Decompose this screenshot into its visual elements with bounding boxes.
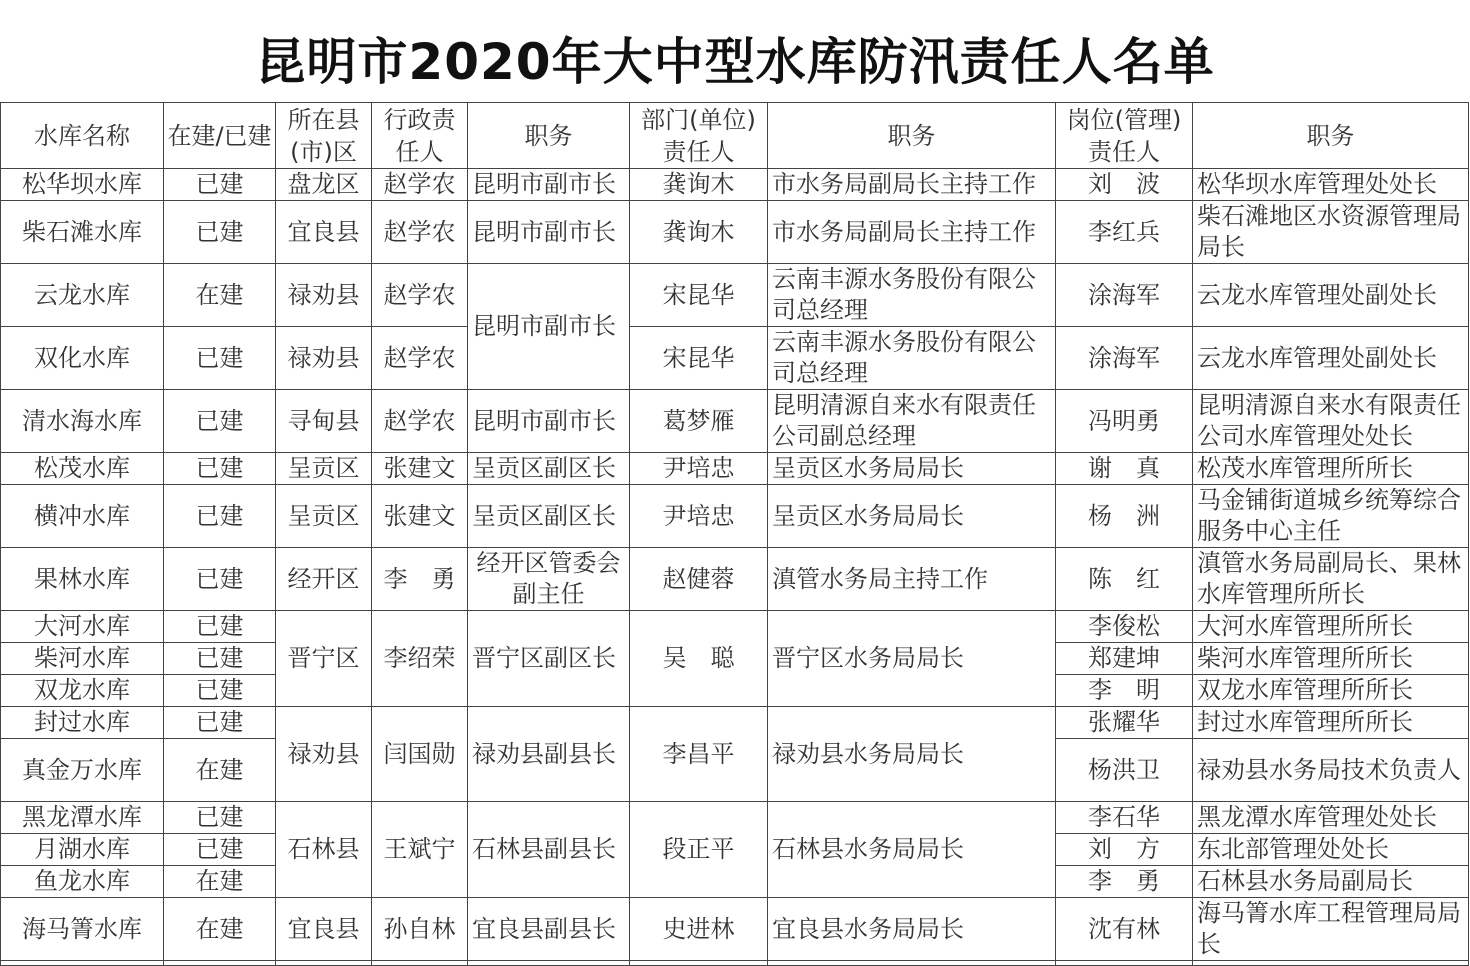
post-person: 李 勇 [1056,866,1193,898]
header-admin-duty: 职务 [468,103,630,169]
build-status: 已建 [164,485,276,548]
reservoir-name: 松茂水库 [1,453,164,485]
county: 寻甸县 [276,390,372,453]
table-row [1,485,1469,548]
dept-person: 龚询木 [630,169,768,201]
reservoir-name: 双化水库 [1,327,164,390]
post-duty: 松茂水库管理所所长 [1193,453,1469,485]
county: 经开区 [276,548,372,611]
header-post-duty: 职务 [1193,103,1469,169]
dept-duty: 宜良县水务局局长 [768,898,1056,961]
build-status: 已建 [164,611,276,643]
reservoir-name: 果林水库 [1,548,164,611]
dept-person: 吴 聪 [630,611,768,707]
build-status: 在建 [164,739,276,802]
reservoir-name: 柴河水库 [1,643,164,675]
table-row-cut [1,961,1469,966]
post-duty: 云龙水库管理处副处长 [1193,327,1469,390]
post-duty: 柴石滩地区水资源管理局局长 [1193,201,1469,264]
table-row [1,169,1469,201]
dept-duty: 云南丰源水务股份有限公司总经理 [768,327,1056,390]
dept-duty: 昆明清源自来水有限责任公司副总经理 [768,390,1056,453]
admin-person: 闫国勋 [372,707,468,802]
build-status: 已建 [164,327,276,390]
dept-person: 段正平 [630,802,768,898]
reservoir-name: 大河水库 [1,611,164,643]
admin-person: 王斌宁 [372,802,468,898]
post-person: 李 明 [1056,675,1193,707]
post-duty: 禄劝县水务局技术负责人 [1193,739,1469,802]
build-status: 已建 [164,643,276,675]
admin-duty: 晋宁区副区长 [468,611,630,707]
dept-person: 宋昆华 [630,264,768,327]
reservoir-name: 松华坝水库 [1,169,164,201]
table-row [1,707,1469,739]
post-duty: 松华坝水库管理处处长 [1193,169,1469,201]
reservoir-name: 横冲水库 [1,485,164,548]
dept-duty: 石林县水务局局长 [768,802,1056,898]
dept-person: 尹培忠 [630,485,768,548]
admin-person: 赵学农 [372,201,468,264]
admin-person: 张建文 [372,453,468,485]
admin-person: 李 勇 [372,548,468,611]
table-row [1,201,1469,264]
table-row [1,264,1469,327]
post-person: 涂海军 [1056,327,1193,390]
admin-duty: 昆明市副市长 [468,264,630,390]
header-status: 在建/已建 [164,103,276,169]
table-row [1,390,1469,453]
build-status: 在建 [164,264,276,327]
table-row [1,548,1469,611]
post-person: 李红兵 [1056,201,1193,264]
table-row [1,611,1469,643]
admin-duty: 昆明市副市长 [468,390,630,453]
reservoir-name: 月湖水库 [1,834,164,866]
build-status: 在建 [164,866,276,898]
admin-duty: 石林县副县长 [468,802,630,898]
table-row [1,327,1469,390]
build-status: 已建 [164,169,276,201]
reservoir-name: 黑龙潭水库 [1,802,164,834]
dept-duty: 市水务局副局长主持工作 [768,169,1056,201]
dept-duty: 市水务局副局长主持工作 [768,201,1056,264]
admin-person: 赵学农 [372,169,468,201]
dept-person: 赵健蓉 [630,548,768,611]
build-status: 在建 [164,898,276,961]
admin-person: 李绍荣 [372,611,468,707]
admin-duty: 昆明市副市长 [468,201,630,264]
reservoir-name: 鱼龙水库 [1,866,164,898]
dept-duty: 呈贡区水务局局长 [768,485,1056,548]
post-duty: 云龙水库管理处副处长 [1193,264,1469,327]
post-duty: 柴河水库管理所所长 [1193,643,1469,675]
admin-person: 赵学农 [372,264,468,327]
county: 石林县 [276,802,372,898]
dept-person: 尹培忠 [630,453,768,485]
header-row [1,103,1469,169]
build-status: 已建 [164,390,276,453]
county: 盘龙区 [276,169,372,201]
build-status: 已建 [164,548,276,611]
post-duty: 大河水库管理所所长 [1193,611,1469,643]
header-dept-duty: 职务 [768,103,1056,169]
page-title: 昆明市2020年大中型水库防汛责任人名单 [255,33,1215,91]
table-row [1,453,1469,485]
admin-duty: 经开区管委会副主任 [468,548,630,611]
post-duty: 昆明清源自来水有限责任公司水库管理处处长 [1193,390,1469,453]
post-duty: 东北部管理处处长 [1193,834,1469,866]
dept-duty: 云南丰源水务股份有限公司总经理 [768,264,1056,327]
dept-person: 李昌平 [630,707,768,802]
post-person: 杨 洲 [1056,485,1193,548]
admin-person: 赵学农 [372,390,468,453]
county: 晋宁区 [276,611,372,707]
county: 宜良县 [276,898,372,961]
post-person: 李石华 [1056,802,1193,834]
header-reservoir: 水库名称 [1,103,164,169]
build-status: 已建 [164,802,276,834]
dept-duty: 滇管水务局主持工作 [768,548,1056,611]
admin-person: 张建文 [372,485,468,548]
admin-duty: 昆明市副市长 [468,169,630,201]
build-status: 已建 [164,707,276,739]
table-row [1,898,1469,961]
reservoir-name: 双龙水库 [1,675,164,707]
header-admin-person: 行政责任人 [372,103,468,169]
post-person: 谢 真 [1056,453,1193,485]
county: 呈贡区 [276,485,372,548]
post-duty: 封过水库管理所所长 [1193,707,1469,739]
responsibility-table [0,102,1469,966]
header-post-person: 岗位(管理)责任人 [1056,103,1193,169]
dept-duty: 禄劝县水务局局长 [768,707,1056,802]
build-status: 已建 [164,201,276,264]
post-duty: 双龙水库管理所所长 [1193,675,1469,707]
reservoir-name: 真金万水库 [1,739,164,802]
post-person: 张耀华 [1056,707,1193,739]
reservoir-name: 清水海水库 [1,390,164,453]
admin-duty: 呈贡区副区长 [468,485,630,548]
reservoir-name: 云龙水库 [1,264,164,327]
build-status: 已建 [164,834,276,866]
post-person: 陈 红 [1056,548,1193,611]
post-person: 涂海军 [1056,264,1193,327]
post-duty: 马金铺街道城乡统筹综合服务中心主任 [1193,485,1469,548]
county: 禄劝县 [276,264,372,327]
post-duty: 石林县水务局副局长 [1193,866,1469,898]
reservoir-name: 海马箐水库 [1,898,164,961]
build-status: 已建 [164,675,276,707]
dept-person: 葛梦雁 [630,390,768,453]
admin-person: 赵学农 [372,327,468,390]
post-person: 刘 方 [1056,834,1193,866]
build-status: 已建 [164,453,276,485]
admin-duty: 宜良县副县长 [468,898,630,961]
post-person: 郑建坤 [1056,643,1193,675]
admin-duty: 禄劝县副县长 [468,707,630,802]
post-person: 李俊松 [1056,611,1193,643]
post-duty: 黑龙潭水库管理处处长 [1193,802,1469,834]
county: 呈贡区 [276,453,372,485]
reservoir-name: 柴石滩水库 [1,201,164,264]
county: 禄劝县 [276,327,372,390]
dept-person: 史进林 [630,898,768,961]
dept-duty: 晋宁区水务局局长 [768,611,1056,707]
dept-duty: 呈贡区水务局局长 [768,453,1056,485]
admin-person: 孙自林 [372,898,468,961]
table-row [1,802,1469,834]
dept-person: 宋昆华 [630,327,768,390]
dept-person: 龚询木 [630,201,768,264]
post-person: 沈有林 [1056,898,1193,961]
post-person: 杨洪卫 [1056,739,1193,802]
county: 禄劝县 [276,707,372,802]
header-county: 所在县(市)区 [276,103,372,169]
county: 宜良县 [276,201,372,264]
post-person: 刘 波 [1056,169,1193,201]
reservoir-name: 封过水库 [1,707,164,739]
post-duty: 海马箐水库工程管理局局长 [1193,898,1469,961]
post-duty: 滇管水务局副局长、果林水库管理所所长 [1193,548,1469,611]
admin-duty: 呈贡区副区长 [468,453,630,485]
post-person: 冯明勇 [1056,390,1193,453]
header-dept-person: 部门(单位)责任人 [630,103,768,169]
